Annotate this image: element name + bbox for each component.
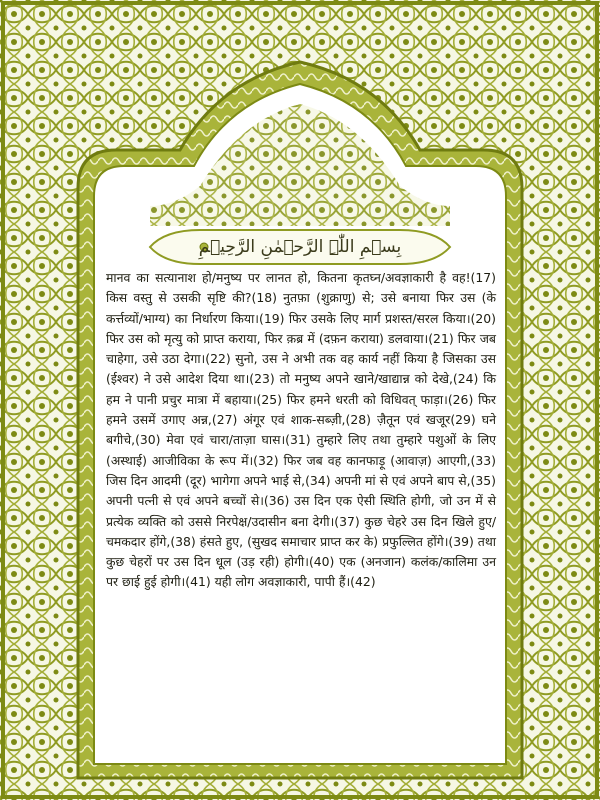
bismillah-header: بِسۡمِ اللّٰہِ الرَّحۡمٰنِ الرَّحِیۡمِ xyxy=(198,237,402,257)
verse-passage: मानव का सत्यानाश हो/मनुष्य पर लानत हो, कितना कृतघ्न/अवज्ञाकारी है वह!(17) किस वस्तु से उसकी सृष्टि की?(18) नुतफ़ा (शुक्राणु) से; उसे बनाया फिर उस (के कर्त्तव्यों/भाग्य) का निर्धारण किया।(19) फिर उसके लिए मार्ग प्रशस्त/सरल किया।(20) फिर उस को मृत्यु को प्राप्त कराया, फिर क़ब्र में (दफ़न कराया) डलवाया।(21) फिर जब चाहेगा, उसे उठा देगा।(22) सुनो, उस ने अभी तक वह कार्य नहीं किया है जिसका उस (ईश्वर) ने उसे आदेश दिया था।(23) तो मनुष्य अपने खाने/खाद्यान्न को देखे,(24) कि हम ने पानी प्रचुर मात्रा में बहाया।(25) फिर हमने धरती को विधिवत् फाड़ा।(26) फिर हमने उसमें उगाए अन्न,(27) अंगूर एवं शाक-सब्ज़ी,(28) ज़ैतून एवं खजूर(29) घने बगीचे,(30) मेवा एवं चारा/ताज़ा घास।(31) तुम्हारे लिए तथा तुम्हारे पशुओं के लिए (अस्थाई) आजीविका के रूप में।(32) फिर जब वह कानफाड़ू (आवाज़) आएगी,(33) जिस दिन आदमी (दूर) भागेगा अपने भाई से,(34) अपनी मां से एवं अपने बाप से,(35) अपनी पत्नी से एवं अपने बच्चों से।(36) उस दिन एक ऐसी स्थिति होगी, जो उन में से प्रत्येक व्यक्ति को उससे निरपेक्ष/उदासीन बना देगी।(37) कुछ चेहरे उस दिन खिले हुए/चमकदार होंगे,(38) हंसते हुए, (सुखद समाचार प्राप्त कर के) प्रफुल्लित होंगे।(39) तथा कुछ चेहरों पर उस दिन धूल (उड़ रही) होगी।(40) एक (अनजान) कलंक/कालिमा उन पर छाई हुई होगी।(41) यही लोग अवज्ञाकारी, पापी हैं।(42) xyxy=(106,270,496,590)
